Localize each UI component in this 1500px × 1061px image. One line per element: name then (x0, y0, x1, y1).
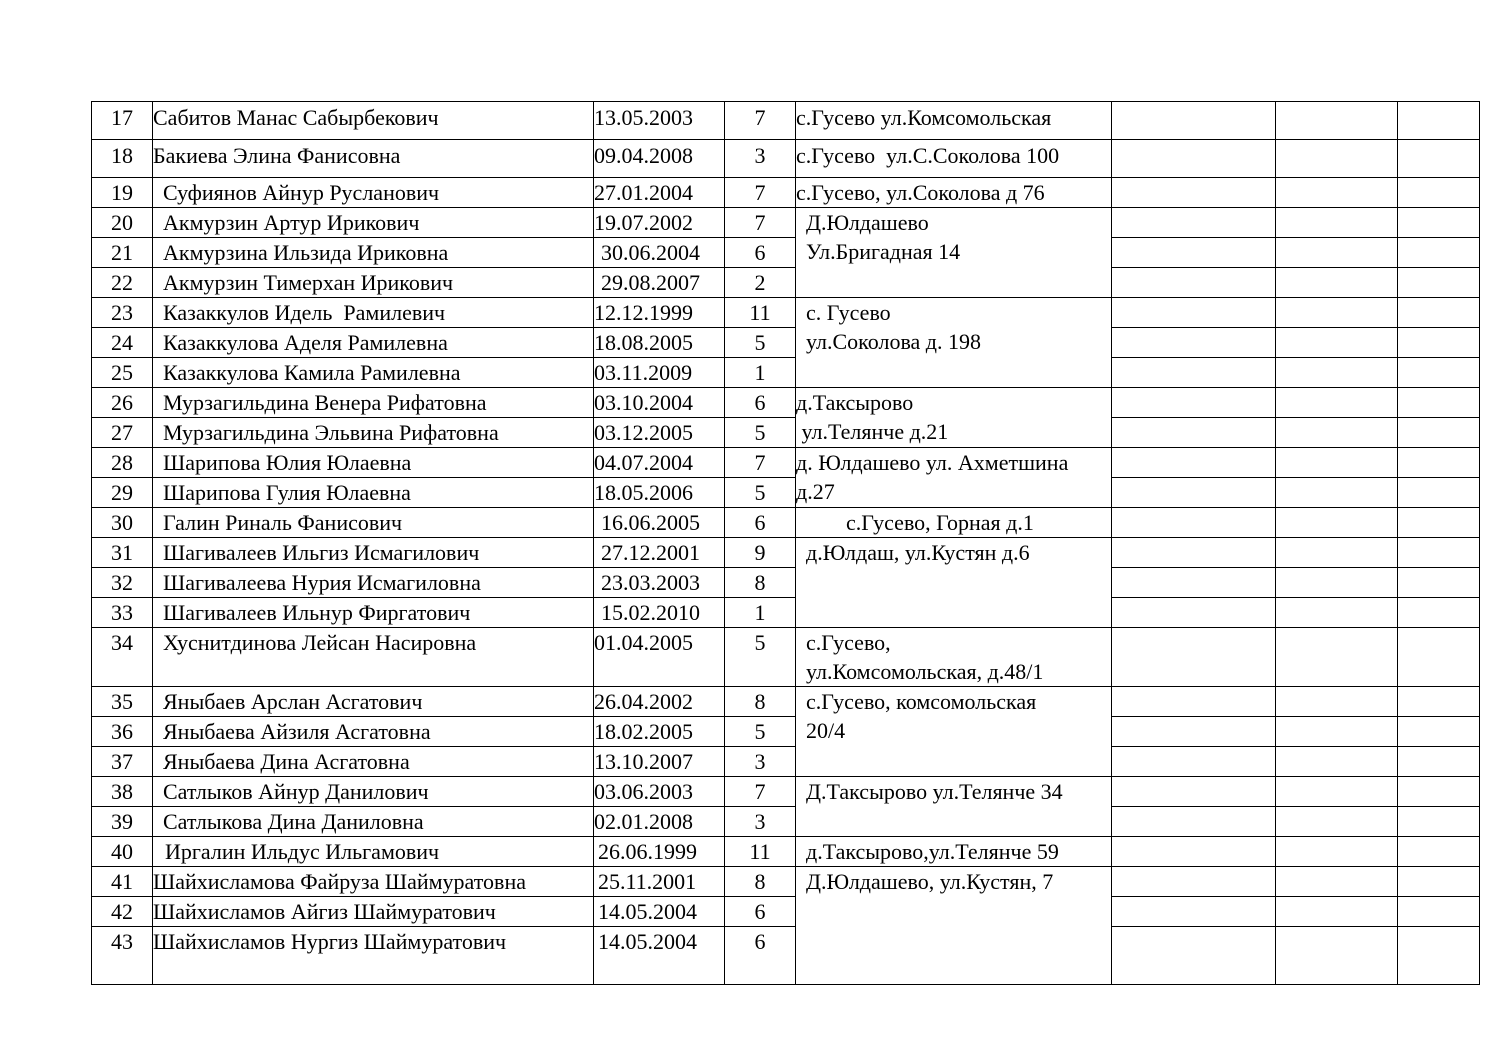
empty-cell (1398, 208, 1480, 238)
table-row (92, 777, 1480, 807)
address: Д.Таксырово ул.Телянче 34 (796, 777, 1112, 837)
empty-cell (1398, 777, 1480, 807)
row-number: 35 (92, 687, 153, 717)
row-number: 31 (92, 538, 153, 568)
address-line: ул.Телянче д.21 (796, 419, 949, 444)
grade: 11 (725, 298, 796, 328)
birth-date: 03.10.2004 (594, 388, 725, 418)
row-number: 21 (92, 238, 153, 268)
empty-cell (1398, 687, 1480, 717)
row-number: 39 (92, 807, 153, 837)
empty-cell (1276, 717, 1398, 747)
empty-cell (1398, 508, 1480, 538)
row-number: 40 (92, 837, 153, 867)
table-row (92, 140, 1480, 178)
row-number: 34 (92, 628, 153, 687)
address (796, 208, 1112, 298)
student-name: Галин Риналь Фанисович (153, 508, 594, 538)
empty-cell (1112, 598, 1276, 628)
grade: 7 (725, 777, 796, 807)
student-name: Акмурзин Артур Ирикович (153, 208, 594, 238)
row-number: 20 (92, 208, 153, 238)
grade: 7 (725, 102, 796, 140)
empty-cell (1112, 140, 1276, 178)
birth-date: 25.11.2001 (594, 867, 725, 897)
row-number: 36 (92, 717, 153, 747)
student-name: Суфиянов Айнур Русланович (153, 178, 594, 208)
student-name: Иргалин Ильдус Ильгамович (153, 837, 594, 867)
empty-cell (1112, 358, 1276, 388)
row-number: 27 (92, 418, 153, 448)
student-name: Казаккулова Аделя Рамилевна (153, 328, 594, 358)
empty-cell (1398, 102, 1480, 140)
birth-date: 02.01.2008 (594, 807, 725, 837)
table-row (92, 418, 1480, 448)
birth-date: 01.04.2005 (594, 628, 725, 687)
grade: 11 (725, 837, 796, 867)
address: с.Гусево, Горная д.1 (796, 508, 1112, 538)
empty-cell (1112, 388, 1276, 418)
address: д.Юлдаш, ул.Кустян д.6 (796, 538, 1112, 628)
empty-cell (1398, 927, 1480, 985)
empty-cell (1276, 747, 1398, 777)
address-line: д.Таксырово (796, 390, 914, 415)
row-number: 30 (92, 508, 153, 538)
grade: 3 (725, 747, 796, 777)
empty-cell (1398, 897, 1480, 927)
empty-cell (1276, 598, 1398, 628)
row-number: 38 (92, 777, 153, 807)
address-line: ул.Комсомольская, д.48/1 (806, 659, 1044, 684)
empty-cell (1112, 268, 1276, 298)
empty-cell (1398, 807, 1480, 837)
table-row (92, 178, 1480, 208)
empty-cell (1112, 897, 1276, 927)
empty-cell (1276, 388, 1398, 418)
empty-cell (1398, 358, 1480, 388)
empty-cell (1276, 568, 1398, 598)
address (796, 628, 1112, 687)
address-line: Ул.Бригадная 14 (806, 239, 961, 264)
row-number: 42 (92, 897, 153, 927)
birth-date: 27.12.2001 (594, 538, 725, 568)
empty-cell (1276, 208, 1398, 238)
table-row (92, 717, 1480, 747)
table-row (92, 478, 1480, 508)
empty-cell (1398, 448, 1480, 478)
student-name: Казаккулова Камила Рамилевна (153, 358, 594, 388)
table-row (92, 328, 1480, 358)
empty-cell (1398, 298, 1480, 328)
birth-date: 16.06.2005 (594, 508, 725, 538)
student-name: Акмурзин Тимерхан Ирикович (153, 268, 594, 298)
empty-cell (1276, 538, 1398, 568)
grade: 1 (725, 358, 796, 388)
grade: 7 (725, 448, 796, 478)
empty-cell (1398, 598, 1480, 628)
table-row (92, 568, 1480, 598)
student-name: Шагивалеев Ильнур Фиргатович (153, 598, 594, 628)
empty-cell (1112, 538, 1276, 568)
empty-cell (1112, 208, 1276, 238)
grade: 6 (725, 897, 796, 927)
empty-cell (1276, 897, 1398, 927)
empty-cell (1276, 268, 1398, 298)
empty-cell (1112, 717, 1276, 747)
grade: 6 (725, 238, 796, 268)
student-name: Мурзагильдина Эльвина Рифатовна (153, 418, 594, 448)
empty-cell (1112, 298, 1276, 328)
row-number: 29 (92, 478, 153, 508)
student-name: Казаккулов Идель Рамилевич (153, 298, 594, 328)
empty-cell (1398, 867, 1480, 897)
grade: 3 (725, 140, 796, 178)
grade: 6 (725, 508, 796, 538)
table-row (92, 538, 1480, 568)
empty-cell (1112, 807, 1276, 837)
table-row (92, 448, 1480, 478)
empty-cell (1398, 388, 1480, 418)
empty-cell (1398, 178, 1480, 208)
student-name: Сабитов Манас Сабырбекович (153, 102, 594, 140)
row-number: 33 (92, 598, 153, 628)
grade: 5 (725, 628, 796, 687)
grade: 8 (725, 867, 796, 897)
table-row (92, 508, 1480, 538)
address-line: с.Гусево, комсомольская (806, 689, 1037, 714)
empty-cell (1112, 867, 1276, 897)
empty-cell (1276, 867, 1398, 897)
address-line: д.27 (796, 479, 835, 504)
address-line: 20/4 (806, 718, 846, 743)
empty-cell (1398, 478, 1480, 508)
student-roster-table (91, 101, 1480, 985)
table-row (92, 238, 1480, 268)
birth-date: 18.05.2006 (594, 478, 725, 508)
empty-cell (1112, 238, 1276, 268)
empty-cell (1112, 687, 1276, 717)
empty-cell (1112, 102, 1276, 140)
empty-cell (1276, 178, 1398, 208)
row-number: 43 (92, 927, 153, 985)
empty-cell (1276, 628, 1398, 687)
empty-cell (1276, 777, 1398, 807)
birth-date: 03.11.2009 (594, 358, 725, 388)
grade: 7 (725, 178, 796, 208)
address-line: ул.Соколова д. 198 (806, 329, 982, 354)
birth-date: 12.12.1999 (594, 298, 725, 328)
student-name: Шарипова Юлия Юлаевна (153, 448, 594, 478)
birth-date: 09.04.2008 (594, 140, 725, 178)
birth-date: 18.08.2005 (594, 328, 725, 358)
birth-date: 30.06.2004 (594, 238, 725, 268)
row-number: 22 (92, 268, 153, 298)
empty-cell (1398, 268, 1480, 298)
row-number: 19 (92, 178, 153, 208)
empty-cell (1276, 358, 1398, 388)
empty-cell (1112, 837, 1276, 867)
grade: 1 (725, 598, 796, 628)
birth-date: 03.06.2003 (594, 777, 725, 807)
table-row (92, 298, 1480, 328)
birth-date: 23.03.2003 (594, 568, 725, 598)
row-number: 18 (92, 140, 153, 178)
student-name: Шайхисламов Айгиз Шаймуратович (153, 897, 594, 927)
table-row (92, 897, 1480, 927)
empty-cell (1398, 140, 1480, 178)
row-number: 23 (92, 298, 153, 328)
grade: 9 (725, 538, 796, 568)
empty-cell (1276, 687, 1398, 717)
address: д.Таксырово,ул.Телянче 59 (796, 837, 1112, 867)
table-row (92, 867, 1480, 897)
table-row (92, 837, 1480, 867)
student-name: Шайхисламова Файруза Шаймуратовна (153, 867, 594, 897)
student-name: Бакиева Элина Фанисовна (153, 140, 594, 178)
grade: 8 (725, 687, 796, 717)
student-name: Хуснитдинова Лейсан Насировна (153, 628, 594, 687)
empty-cell (1276, 298, 1398, 328)
birth-date: 18.02.2005 (594, 717, 725, 747)
empty-cell (1112, 448, 1276, 478)
row-number: 37 (92, 747, 153, 777)
birth-date: 15.02.2010 (594, 598, 725, 628)
student-name: Шагивалеева Нурия Исмагиловна (153, 568, 594, 598)
birth-date: 14.05.2004 (594, 897, 725, 927)
empty-cell (1276, 807, 1398, 837)
empty-cell (1398, 238, 1480, 268)
empty-cell (1112, 747, 1276, 777)
address: с.Гусево ул.С.Соколова 100 (796, 140, 1112, 178)
empty-cell (1276, 508, 1398, 538)
student-name: Шайхисламов Нургиз Шаймуратович (153, 927, 594, 985)
address (796, 388, 1112, 448)
grade: 5 (725, 328, 796, 358)
birth-date: 04.07.2004 (594, 448, 725, 478)
empty-cell (1398, 568, 1480, 598)
empty-cell (1276, 102, 1398, 140)
table-row (92, 102, 1480, 140)
student-name: Яныбаева Дина Асгатовна (153, 747, 594, 777)
student-name: Сатлыков Айнур Данилович (153, 777, 594, 807)
empty-cell (1112, 568, 1276, 598)
birth-date: 13.05.2003 (594, 102, 725, 140)
empty-cell (1276, 478, 1398, 508)
grade: 3 (725, 807, 796, 837)
birth-date: 19.07.2002 (594, 208, 725, 238)
table-row (92, 747, 1480, 777)
empty-cell (1112, 628, 1276, 687)
student-name: Шагивалеев Ильгиз Исмагилович (153, 538, 594, 568)
birth-date: 03.12.2005 (594, 418, 725, 448)
empty-cell (1398, 747, 1480, 777)
empty-cell (1112, 927, 1276, 985)
row-number: 25 (92, 358, 153, 388)
birth-date: 29.08.2007 (594, 268, 725, 298)
grade: 7 (725, 208, 796, 238)
row-number: 41 (92, 867, 153, 897)
address (796, 298, 1112, 388)
table-row (92, 598, 1480, 628)
table-row (92, 687, 1480, 717)
table-row (92, 268, 1480, 298)
table-row (92, 628, 1480, 687)
birth-date: 26.04.2002 (594, 687, 725, 717)
empty-cell (1276, 448, 1398, 478)
empty-cell (1276, 328, 1398, 358)
grade: 5 (725, 478, 796, 508)
address: Д.Юлдашево, ул.Кустян, 7 (796, 867, 1112, 985)
table-row (92, 208, 1480, 238)
grade: 6 (725, 927, 796, 985)
student-name: Шарипова Гулия Юлаевна (153, 478, 594, 508)
empty-cell (1112, 478, 1276, 508)
empty-cell (1112, 178, 1276, 208)
student-name: Сатлыкова Дина Даниловна (153, 807, 594, 837)
birth-date: 27.01.2004 (594, 178, 725, 208)
birth-date: 14.05.2004 (594, 927, 725, 985)
table-row (92, 388, 1480, 418)
empty-cell (1398, 418, 1480, 448)
student-name: Яныбаева Айзиля Асгатовна (153, 717, 594, 747)
grade: 5 (725, 717, 796, 747)
address-line: д. Юлдашево ул. Ахметшина (796, 450, 1069, 475)
grade: 2 (725, 268, 796, 298)
row-number: 26 (92, 388, 153, 418)
student-name: Яныбаев Арслан Асгатович (153, 687, 594, 717)
address (796, 687, 1112, 777)
empty-cell (1112, 508, 1276, 538)
row-number: 28 (92, 448, 153, 478)
birth-date: 13.10.2007 (594, 747, 725, 777)
birth-date: 26.06.1999 (594, 837, 725, 867)
empty-cell (1112, 328, 1276, 358)
table-row (92, 358, 1480, 388)
empty-cell (1276, 418, 1398, 448)
empty-cell (1276, 927, 1398, 985)
empty-cell (1398, 538, 1480, 568)
address-line: Д.Юлдашево (806, 210, 929, 235)
grade: 8 (725, 568, 796, 598)
address-line: с.Гусево, (806, 630, 891, 655)
empty-cell (1276, 837, 1398, 867)
empty-cell (1398, 328, 1480, 358)
empty-cell (1398, 717, 1480, 747)
empty-cell (1398, 837, 1480, 867)
grade: 5 (725, 418, 796, 448)
empty-cell (1112, 777, 1276, 807)
row-number: 17 (92, 102, 153, 140)
grade: 6 (725, 388, 796, 418)
address: с.Гусево, ул.Соколова д 76 (796, 178, 1112, 208)
empty-cell (1398, 628, 1480, 687)
table-row (92, 807, 1480, 837)
address: с.Гусево ул.Комсомольская (796, 102, 1112, 140)
empty-cell (1276, 238, 1398, 268)
empty-cell (1112, 418, 1276, 448)
address (796, 448, 1112, 508)
empty-cell (1276, 140, 1398, 178)
student-name: Акмурзина Ильзида Ириковна (153, 238, 594, 268)
table-row (92, 927, 1480, 985)
address-line: с. Гусево (806, 300, 891, 325)
student-name: Мурзагильдина Венера Рифатовна (153, 388, 594, 418)
row-number: 32 (92, 568, 153, 598)
row-number: 24 (92, 328, 153, 358)
